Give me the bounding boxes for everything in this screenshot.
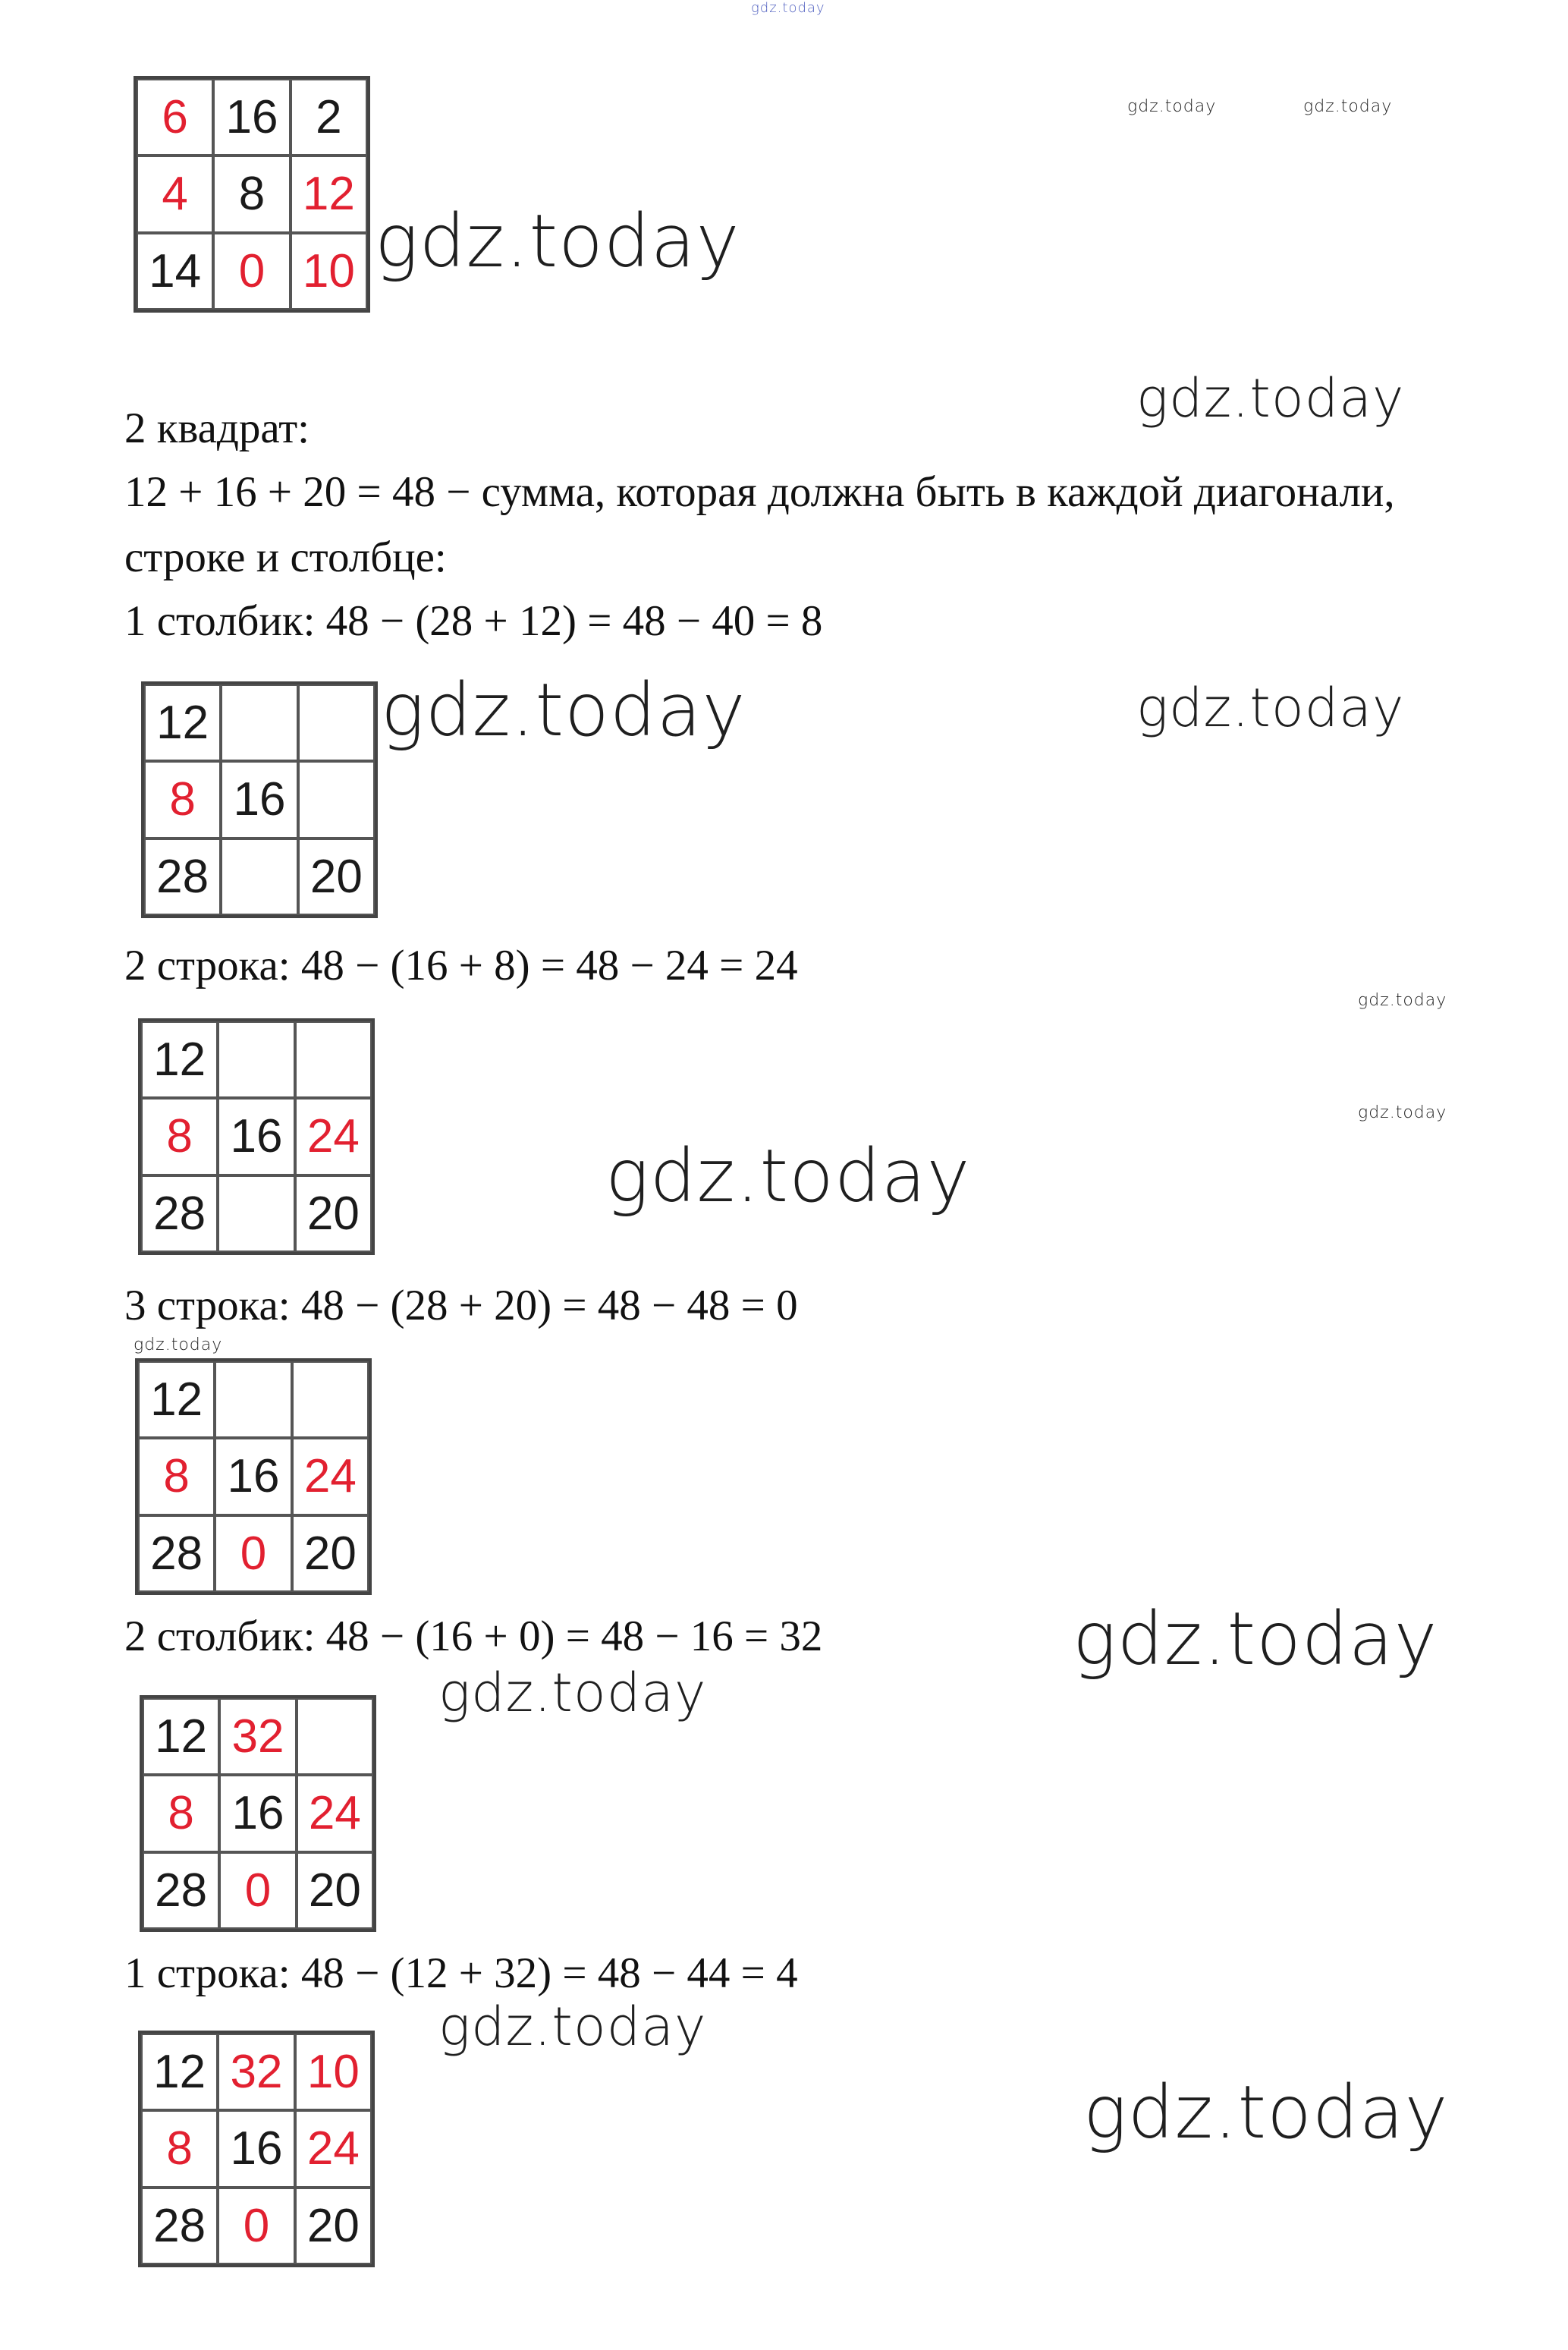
watermark: gdz.today	[1127, 97, 1217, 116]
grid-cell	[215, 1361, 291, 1438]
grid-cell: 20	[295, 1175, 372, 1252]
grid-cell: 12	[141, 2034, 218, 2110]
grid-cell: 32	[219, 1698, 296, 1775]
magic-square-step-1	[141, 681, 378, 918]
watermark: gdz.today	[1136, 677, 1405, 739]
grid-cell	[297, 1698, 373, 1775]
watermark: gdz.today	[1136, 367, 1405, 429]
grid-cell	[295, 1021, 372, 1098]
watermark: gdz.today	[381, 668, 746, 753]
grid-cell: 0	[215, 1515, 291, 1592]
grid-cell: 24	[295, 1098, 372, 1175]
grid-cell	[221, 838, 297, 915]
watermark: gdz.today	[605, 1134, 971, 1219]
grid-cell: 28	[141, 1175, 218, 1252]
sum-line-1: 12 + 16 + 20 = 48 − сумма, которая должна быть в каждой диагонали,	[124, 468, 1395, 516]
grid-cell: 28	[138, 1515, 215, 1592]
grid-cell: 8	[213, 156, 290, 232]
watermark: gdz.today	[438, 1662, 707, 1724]
grid-cell: 20	[295, 2188, 372, 2264]
step-row-3: 3 строка: 48 − (28 + 20) = 48 − 48 = 0	[124, 1282, 798, 1329]
square-heading: 2 квадрат:	[124, 404, 310, 452]
grid-cell: 8	[143, 1775, 219, 1851]
grid-cell	[218, 1175, 294, 1252]
grid-cell	[298, 761, 375, 838]
grid-cell: 12	[143, 1698, 219, 1775]
magic-square-1	[134, 76, 370, 313]
grid-cell	[298, 684, 375, 761]
grid-cell: 14	[137, 233, 213, 310]
grid-cell: 8	[141, 1098, 218, 1175]
grid-cell: 12	[291, 156, 367, 232]
grid-cell: 8	[138, 1438, 215, 1515]
grid-cell: 16	[213, 79, 290, 156]
grid-cell: 0	[213, 233, 290, 310]
grid-cell: 28	[143, 1852, 219, 1929]
grid-cell: 20	[292, 1515, 369, 1592]
grid-cell: 24	[297, 1775, 373, 1851]
watermark-top: gdz.today	[751, 0, 825, 16]
step-column-1: 1 столбик: 48 − (28 + 12) = 48 − 40 = 8	[124, 597, 823, 645]
watermark: gdz.today	[1358, 991, 1447, 1010]
grid-cell	[218, 1021, 294, 1098]
magic-square-final	[138, 2031, 375, 2267]
watermark: gdz.today	[134, 1335, 223, 1354]
grid-cell: 2	[291, 79, 367, 156]
grid-cell: 16	[215, 1438, 291, 1515]
grid-cell: 0	[218, 2188, 294, 2264]
grid-cell: 12	[138, 1361, 215, 1438]
grid-cell: 0	[219, 1852, 296, 1929]
grid-cell: 8	[141, 2110, 218, 2187]
grid-cell: 12	[141, 1021, 218, 1098]
watermark: gdz.today	[1073, 1597, 1438, 1681]
grid-cell: 16	[219, 1775, 296, 1851]
step-column-2: 2 столбик: 48 − (16 + 0) = 48 − 16 = 32	[124, 1612, 823, 1660]
grid-cell: 24	[295, 2110, 372, 2187]
step-row-2: 2 строка: 48 − (16 + 8) = 48 − 24 = 24	[124, 942, 798, 989]
grid-cell: 20	[298, 838, 375, 915]
grid-cell: 24	[292, 1438, 369, 1515]
grid-cell: 6	[137, 79, 213, 156]
grid-cell: 16	[221, 761, 297, 838]
grid-cell: 28	[141, 2188, 218, 2264]
watermark: gdz.today	[1358, 1103, 1447, 1122]
magic-square-step-4	[140, 1695, 376, 1932]
watermark: gdz.today	[438, 1996, 707, 2058]
watermark: gdz.today	[375, 199, 740, 284]
grid-cell: 20	[297, 1852, 373, 1929]
grid-cell: 10	[295, 2034, 372, 2110]
grid-cell: 16	[218, 1098, 294, 1175]
grid-cell: 10	[291, 233, 367, 310]
grid-cell: 4	[137, 156, 213, 232]
watermark: gdz.today	[1083, 2070, 1449, 2155]
grid-cell	[292, 1361, 369, 1438]
grid-cell: 32	[218, 2034, 294, 2110]
magic-square-step-3	[135, 1358, 372, 1595]
grid-cell: 8	[144, 761, 221, 838]
step-row-1: 1 строка: 48 − (12 + 32) = 48 − 44 = 4	[124, 1949, 798, 1997]
magic-square-step-2	[138, 1018, 375, 1255]
grid-cell: 12	[144, 684, 221, 761]
grid-cell: 28	[144, 838, 221, 915]
grid-cell	[221, 684, 297, 761]
watermark: gdz.today	[1303, 97, 1393, 116]
grid-cell: 16	[218, 2110, 294, 2187]
sum-line-2: строке и столбце:	[124, 533, 447, 581]
